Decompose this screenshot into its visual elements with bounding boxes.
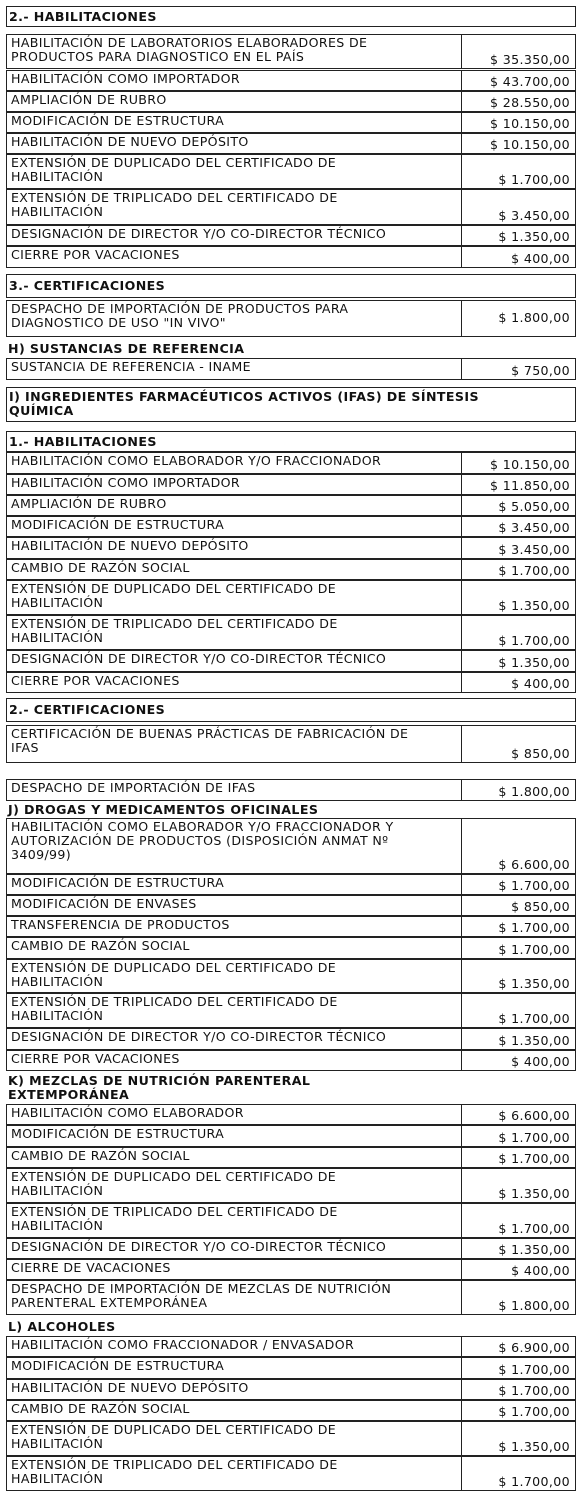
fee-price: $ 35.350,00 bbox=[490, 52, 570, 67]
fee-row bbox=[6, 615, 576, 650]
fee-price: $ 1.350,00 bbox=[498, 229, 570, 244]
fee-description: HABILITACIÓN DE NUEVO DEPÓSITO bbox=[7, 538, 462, 558]
fee-row bbox=[6, 1421, 576, 1456]
fee-row bbox=[6, 959, 576, 993]
fee-description: HABILITACIÓN COMO IMPORTADOR bbox=[7, 475, 462, 494]
fee-description: CIERRE POR VACACIONES bbox=[7, 1051, 462, 1070]
fee-row bbox=[6, 91, 576, 112]
fee-row bbox=[6, 937, 576, 959]
fee-row bbox=[6, 474, 576, 495]
fee-price: $ 43.700,00 bbox=[490, 74, 570, 89]
fee-row bbox=[6, 1357, 576, 1379]
fee-price: $ 10.150,00 bbox=[490, 137, 570, 152]
fee-price: $ 1.700,00 bbox=[498, 920, 570, 935]
fee-description: AMPLIACIÓN DE RUBRO bbox=[7, 496, 462, 515]
fee-price: $ 28.550,00 bbox=[490, 95, 570, 110]
fee-description: MODIFICACIÓN DE ENVASES bbox=[7, 896, 462, 915]
fee-row bbox=[6, 1203, 576, 1238]
fee-row bbox=[6, 1238, 576, 1259]
fee-description: AMPLIACIÓN DE RUBRO bbox=[7, 92, 462, 111]
fee-description: EXTENSIÓN DE TRIPLICADO DEL CERTIFICADO DE HABILITACIÓN bbox=[7, 1204, 462, 1237]
fee-description: CERTIFICACIÓN DE BUENAS PRÁCTICAS DE FABRICACIÓN DE IFAS bbox=[7, 726, 462, 762]
fee-description: DESPACHO DE IMPORTACIÓN DE MEZCLAS DE NUTRICIÓN PARENTERAL EXTEMPORÁNEA bbox=[7, 1281, 462, 1314]
fee-description: HABILITACIÓN DE NUEVO DEPÓSITO bbox=[7, 1380, 462, 1399]
fee-description: EXTENSIÓN DE DUPLICADO DEL CERTIFICADO DE HABILITACIÓN bbox=[7, 581, 462, 614]
fee-row bbox=[6, 818, 576, 874]
fee-price: $ 5.050,00 bbox=[498, 499, 570, 514]
fee-row bbox=[6, 1147, 576, 1168]
fee-price: $ 10.150,00 bbox=[490, 116, 570, 131]
fee-price: $ 1.700,00 bbox=[498, 1221, 570, 1236]
fee-description: CIERRE POR VACACIONES bbox=[7, 247, 462, 267]
fee-price: $ 1.700,00 bbox=[498, 1362, 570, 1377]
fee-price: $ 850,00 bbox=[511, 899, 570, 914]
fee-row bbox=[6, 300, 576, 337]
section-header-2-certificaciones: 2.- CERTIFICACIONES bbox=[6, 698, 576, 722]
fee-row bbox=[6, 70, 576, 91]
fee-price: $ 1.700,00 bbox=[498, 1383, 570, 1398]
fee-row bbox=[6, 779, 576, 801]
section-header-3-certificaciones: 3.- CERTIFICACIONES bbox=[6, 274, 576, 298]
fee-row bbox=[6, 650, 576, 672]
fee-description: HABILITACIÓN DE NUEVO DEPÓSITO bbox=[7, 134, 462, 153]
fee-description: HABILITACIÓN DE LABORATORIOS ELABORADORES DE PRODUCTOS PARA DIAGNOSTICO EN EL PAÍS bbox=[7, 35, 462, 68]
fee-description: MODIFICACIÓN DE ESTRUCTURA bbox=[7, 1358, 462, 1378]
fee-row bbox=[6, 225, 576, 246]
fee-row bbox=[6, 993, 576, 1028]
fee-price: $ 10.150,00 bbox=[490, 457, 570, 472]
fee-price: $ 6.600,00 bbox=[498, 857, 570, 872]
fee-row bbox=[6, 452, 576, 474]
fee-row bbox=[6, 874, 576, 895]
fee-row bbox=[6, 1104, 576, 1125]
fee-description: DESPACHO DE IMPORTACIÓN DE IFAS bbox=[7, 780, 462, 800]
section-header-k-mezclas-de-nutricion-parenteral-extemp: K) MEZCLAS DE NUTRICIÓN PARENTERAL EXTEMPORÁNEA bbox=[8, 1073, 311, 1102]
fee-description: DESIGNACIÓN DE DIRECTOR Y/O CO-DIRECTOR TÉCNICO bbox=[7, 1239, 462, 1258]
fee-price: $ 1.800,00 bbox=[498, 310, 570, 325]
fee-row bbox=[6, 1280, 576, 1315]
fee-price: $ 1.350,00 bbox=[498, 1186, 570, 1201]
fee-description: DESPACHO DE IMPORTACIÓN DE PRODUCTOS PARA DIAGNOSTICO DE USO "IN VIVO" bbox=[7, 301, 462, 336]
fee-price: $ 1.700,00 bbox=[498, 1404, 570, 1419]
fee-description: EXTENSIÓN DE TRIPLICADO DEL CERTIFICADO DE HABILITACIÓN bbox=[7, 994, 462, 1027]
fee-price: $ 1.700,00 bbox=[498, 878, 570, 893]
fee-description: MODIFICACIÓN DE ESTRUCTURA bbox=[7, 113, 462, 132]
fee-price: $ 1.350,00 bbox=[498, 598, 570, 613]
fee-row bbox=[6, 1336, 576, 1357]
fee-row bbox=[6, 672, 576, 693]
fee-row bbox=[6, 580, 576, 615]
fee-row bbox=[6, 1259, 576, 1280]
fee-price: $ 750,00 bbox=[511, 363, 570, 378]
fee-price: $ 1.700,00 bbox=[498, 172, 570, 187]
fee-description: EXTENSIÓN DE TRIPLICADO DEL CERTIFICADO DE HABILITACIÓN bbox=[7, 1457, 462, 1490]
fee-row bbox=[6, 1456, 576, 1491]
fee-row bbox=[6, 189, 576, 225]
fee-price: $ 1.350,00 bbox=[498, 1439, 570, 1454]
fee-description: EXTENSIÓN DE TRIPLICADO DEL CERTIFICADO DE HABILITACIÓN bbox=[7, 190, 462, 224]
section-header-l-alcoholes: L) ALCOHOLES bbox=[8, 1318, 116, 1334]
fee-row bbox=[6, 1168, 576, 1203]
fee-price: $ 3.450,00 bbox=[498, 208, 570, 223]
fee-price: $ 1.350,00 bbox=[498, 1242, 570, 1257]
fee-description: EXTENSIÓN DE DUPLICADO DEL CERTIFICADO DE HABILITACIÓN bbox=[7, 1422, 462, 1455]
fee-description: EXTENSIÓN DE DUPLICADO DEL CERTIFICADO DE HABILITACIÓN bbox=[7, 960, 462, 992]
fee-price: $ 6.900,00 bbox=[498, 1340, 570, 1355]
fee-description: DESIGNACIÓN DE DIRECTOR Y/O CO-DIRECTOR TÉCNICO bbox=[7, 226, 462, 245]
fee-price: $ 3.450,00 bbox=[498, 520, 570, 535]
fee-row bbox=[6, 1125, 576, 1147]
fee-description: MODIFICACIÓN DE ESTRUCTURA bbox=[7, 517, 462, 536]
fee-price: $ 1.700,00 bbox=[498, 1474, 570, 1489]
fee-row bbox=[6, 154, 576, 189]
fee-description: HABILITACIÓN COMO FRACCIONADOR / ENVASADOR bbox=[7, 1337, 462, 1356]
fee-description: DESIGNACIÓN DE DIRECTOR Y/O CO-DIRECTOR TÉCNICO bbox=[7, 1029, 462, 1049]
section-header-1-habilitaciones: 1.- HABILITACIONES bbox=[6, 431, 576, 452]
section-header-i-ingredientes-farmaceuticos-activos-ifa: I) INGREDIENTES FARMACÉUTICOS ACTIVOS (IFAS) DE SÍNTESIS QUÍMICA bbox=[6, 387, 576, 422]
fee-row bbox=[6, 725, 576, 763]
fee-description: MODIFICACIÓN DE ESTRUCTURA bbox=[7, 1126, 462, 1146]
fee-row bbox=[6, 358, 576, 380]
fee-description: EXTENSIÓN DE TRIPLICADO DEL CERTIFICADO DE HABILITACIÓN bbox=[7, 616, 462, 649]
section-header-h-sustancias-de-referencia: H) SUSTANCIAS DE REFERENCIA bbox=[8, 340, 245, 356]
fee-row bbox=[6, 516, 576, 537]
fee-description: HABILITACIÓN COMO ELABORADOR Y/O FRACCIONADOR Y AUTORIZACIÓN DE PRODUCTOS (DISPOSICIÓN ANMAT Nº 3409/99) bbox=[7, 819, 462, 873]
fee-price: $ 400,00 bbox=[511, 1054, 570, 1069]
fee-price: $ 1.700,00 bbox=[498, 1151, 570, 1166]
fee-row bbox=[6, 1379, 576, 1400]
fee-price: $ 6.600,00 bbox=[498, 1108, 570, 1123]
fee-price: $ 1.700,00 bbox=[498, 942, 570, 957]
fee-row bbox=[6, 495, 576, 516]
fee-description: TRANSFERENCIA DE PRODUCTOS bbox=[7, 917, 462, 936]
fee-row bbox=[6, 1050, 576, 1071]
fee-description: CIERRE DE VACACIONES bbox=[7, 1260, 462, 1279]
section-header-2-habilitaciones: 2.- HABILITACIONES bbox=[6, 6, 576, 27]
fee-description: CAMBIO DE RAZÓN SOCIAL bbox=[7, 560, 462, 579]
fee-description: CIERRE POR VACACIONES bbox=[7, 673, 462, 692]
fee-description: EXTENSIÓN DE DUPLICADO DEL CERTIFICADO DE HABILITACIÓN bbox=[7, 155, 462, 188]
fee-price: $ 1.700,00 bbox=[498, 1011, 570, 1026]
fee-row bbox=[6, 34, 576, 69]
fee-description: HABILITACIÓN COMO ELABORADOR Y/O FRACCIONADOR bbox=[7, 453, 462, 473]
fee-price: $ 400,00 bbox=[511, 676, 570, 691]
fee-description: SUSTANCIA DE REFERENCIA - INAME bbox=[7, 359, 462, 379]
fee-price: $ 1.700,00 bbox=[498, 1130, 570, 1145]
fee-description: CAMBIO DE RAZÓN SOCIAL bbox=[7, 1148, 462, 1167]
fee-price: $ 3.450,00 bbox=[498, 542, 570, 557]
fee-description: HABILITACIÓN COMO ELABORADOR bbox=[7, 1105, 462, 1124]
fee-description: HABILITACIÓN COMO IMPORTADOR bbox=[7, 71, 462, 90]
fee-price: $ 1.350,00 bbox=[498, 976, 570, 991]
fee-description: CAMBIO DE RAZÓN SOCIAL bbox=[7, 1401, 462, 1420]
fee-row bbox=[6, 112, 576, 133]
fee-description: EXTENSIÓN DE DUPLICADO DEL CERTIFICADO DE HABILITACIÓN bbox=[7, 1169, 462, 1202]
fee-description: DESIGNACIÓN DE DIRECTOR Y/O CO-DIRECTOR TÉCNICO bbox=[7, 651, 462, 671]
fee-description: CAMBIO DE RAZÓN SOCIAL bbox=[7, 938, 462, 958]
fee-price: $ 1.800,00 bbox=[498, 784, 570, 799]
fee-row bbox=[6, 133, 576, 154]
fee-row bbox=[6, 246, 576, 268]
fee-price: $ 11.850,00 bbox=[490, 478, 570, 493]
section-header-j-drogas-y-medicamentos-oficinales: J) DROGAS Y MEDICAMENTOS OFICINALES bbox=[8, 801, 319, 817]
fee-price: $ 1.350,00 bbox=[498, 1033, 570, 1048]
fee-row bbox=[6, 537, 576, 559]
fee-price: $ 1.700,00 bbox=[498, 633, 570, 648]
fee-row bbox=[6, 559, 576, 580]
fee-row bbox=[6, 1028, 576, 1050]
fee-price: $ 850,00 bbox=[511, 746, 570, 761]
fee-row bbox=[6, 916, 576, 937]
fee-price: $ 1.350,00 bbox=[498, 655, 570, 670]
fee-row bbox=[6, 1400, 576, 1421]
fee-row bbox=[6, 895, 576, 916]
fee-price: $ 400,00 bbox=[511, 1263, 570, 1278]
fee-price: $ 1.700,00 bbox=[498, 563, 570, 578]
fee-price: $ 400,00 bbox=[511, 251, 570, 266]
fee-description: MODIFICACIÓN DE ESTRUCTURA bbox=[7, 875, 462, 894]
fee-price: $ 1.800,00 bbox=[498, 1298, 570, 1313]
